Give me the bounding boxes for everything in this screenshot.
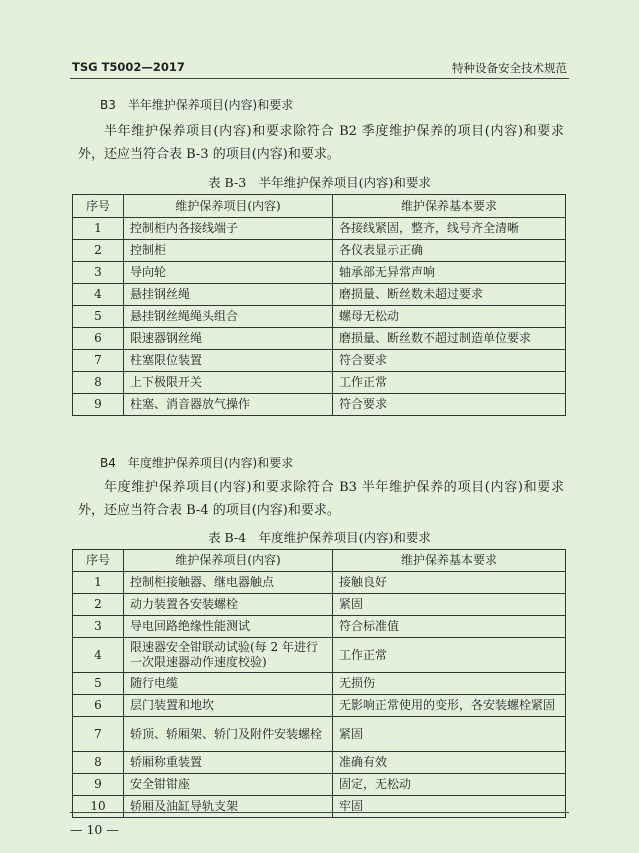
row-item: 导电回路绝缘性能测试 [124,616,333,638]
table-b4-caption: 表 B-4 年度维护保养项目(内容)和要求 [208,530,431,545]
table-b4 [72,549,566,818]
row-item: 导向轮 [124,262,333,284]
row-number: 2 [73,594,124,616]
table-row [73,673,566,695]
row-item: 控制柜 [124,240,333,262]
row-number: 2 [73,240,124,262]
row-number: 8 [73,372,124,394]
row-item: 动力装置各安装螺栓 [124,594,333,616]
footer-divider [70,812,569,813]
table-b3-caption: 表 B-3 半年维护保养项目(内容)和要求 [208,175,431,190]
standard-code: TSG T5002—2017 [72,60,185,74]
row-item: 柱塞、消音器放气操作 [124,394,333,416]
row-requirement: 工作正常 [333,638,566,673]
row-item: 限速器钢丝绳 [124,328,333,350]
row-requirement: 紧固 [333,594,566,616]
table-row [73,328,566,350]
row-item: 悬挂钢丝绳 [124,284,333,306]
row-number: 9 [73,774,124,796]
column-header-no: 序号 [73,550,124,572]
row-requirement: 牢固 [333,796,566,818]
table-header-row [73,550,566,572]
row-number: 4 [73,638,124,673]
section-b3-heading: B3 半年维护保养项目(内容)和要求 [100,98,294,112]
row-number: 3 [73,262,124,284]
row-item: 轿顶、轿厢架、轿门及附件安装螺栓 [124,717,333,752]
table-row [73,372,566,394]
standard-title: 特种设备安全技术规范 [452,61,567,75]
row-item: 控制柜内各接线端子 [124,218,333,240]
row-item: 限速器安全钳联动试验(每 2 年进行一次限速器动作速度校验) [124,638,333,673]
row-number: 7 [73,717,124,752]
row-requirement: 工作正常 [333,372,566,394]
row-item: 上下极限开关 [124,372,333,394]
row-requirement: 各接线紧固，整齐，线号齐全清晰 [333,218,566,240]
row-requirement: 磨损量、断丝数不超过制造单位要求 [333,328,566,350]
table-row [73,796,566,818]
row-item: 柱塞限位装置 [124,350,333,372]
row-requirement: 螺母无松动 [333,306,566,328]
row-requirement: 无影响正常使用的变形，各安装螺栓紧固 [333,695,566,717]
row-item: 控制柜接触器、继电器触点 [124,572,333,594]
table-b4-body [73,572,566,818]
row-requirement: 准确有效 [333,752,566,774]
row-requirement: 无损伤 [333,673,566,695]
table-b3 [72,194,566,416]
row-number: 1 [73,572,124,594]
row-number: 9 [73,394,124,416]
table-row [73,717,566,752]
row-requirement: 符合要求 [333,394,566,416]
row-requirement: 接触良好 [333,572,566,594]
row-requirement: 磨损量、断丝数未超过要求 [333,284,566,306]
table-row [73,594,566,616]
row-requirement: 紧固 [333,717,566,752]
row-item: 随行电缆 [124,673,333,695]
section-b4-paragraph: 年度维护保养项目(内容)和要求除符合 B3 半年维护保养的项目(内容)和要求外，还应当符合表 B-4 的项目(内容)和要求。 [78,480,564,518]
section-b4-heading: B4 年度维护保养项目(内容)和要求 [100,456,294,470]
row-item: 轿厢称重装置 [124,752,333,774]
table-row [73,240,566,262]
row-requirement: 各仪表显示正确 [333,240,566,262]
row-number: 5 [73,673,124,695]
table-row [73,394,566,416]
row-item: 悬挂钢丝绳绳头组合 [124,306,333,328]
row-item: 轿厢及油缸导轨支架 [124,796,333,818]
table-row [73,350,566,372]
row-number: 6 [73,328,124,350]
row-requirement: 固定，无松动 [333,774,566,796]
row-number: 6 [73,695,124,717]
column-header-item: 维护保养项目(内容) [124,195,333,218]
table-row [73,262,566,284]
row-number: 7 [73,350,124,372]
row-requirement: 轴承部无异常声响 [333,262,566,284]
row-item: 层门装置和地坎 [124,695,333,717]
table-row [73,638,566,673]
table-row [73,284,566,306]
table-row [73,774,566,796]
section-b3-paragraph: 半年维护保养项目(内容)和要求除符合 B2 季度维护保养的项目(内容)和要求外，还应当符合表 B-3 的项目(内容)和要求。 [78,124,564,162]
column-header-no: 序号 [73,195,124,218]
row-number: 10 [73,796,124,818]
column-header-item: 维护保养项目(内容) [124,550,333,572]
table-row [73,752,566,774]
table-row [73,572,566,594]
page-number: — 10 — [70,822,119,837]
table-row [73,306,566,328]
column-header-requirement: 维护保养基本要求 [333,550,566,572]
table-row [73,218,566,240]
row-number: 1 [73,218,124,240]
table-row [73,616,566,638]
row-number: 4 [73,284,124,306]
column-header-requirement: 维护保养基本要求 [333,195,566,218]
row-number: 8 [73,752,124,774]
table-header-row [73,195,566,218]
table-b3-body [73,218,566,416]
row-item: 安全钳钳座 [124,774,333,796]
page-header [70,58,569,79]
row-requirement: 符合要求 [333,350,566,372]
row-number: 3 [73,616,124,638]
row-number: 5 [73,306,124,328]
table-row [73,695,566,717]
row-requirement: 符合标准值 [333,616,566,638]
